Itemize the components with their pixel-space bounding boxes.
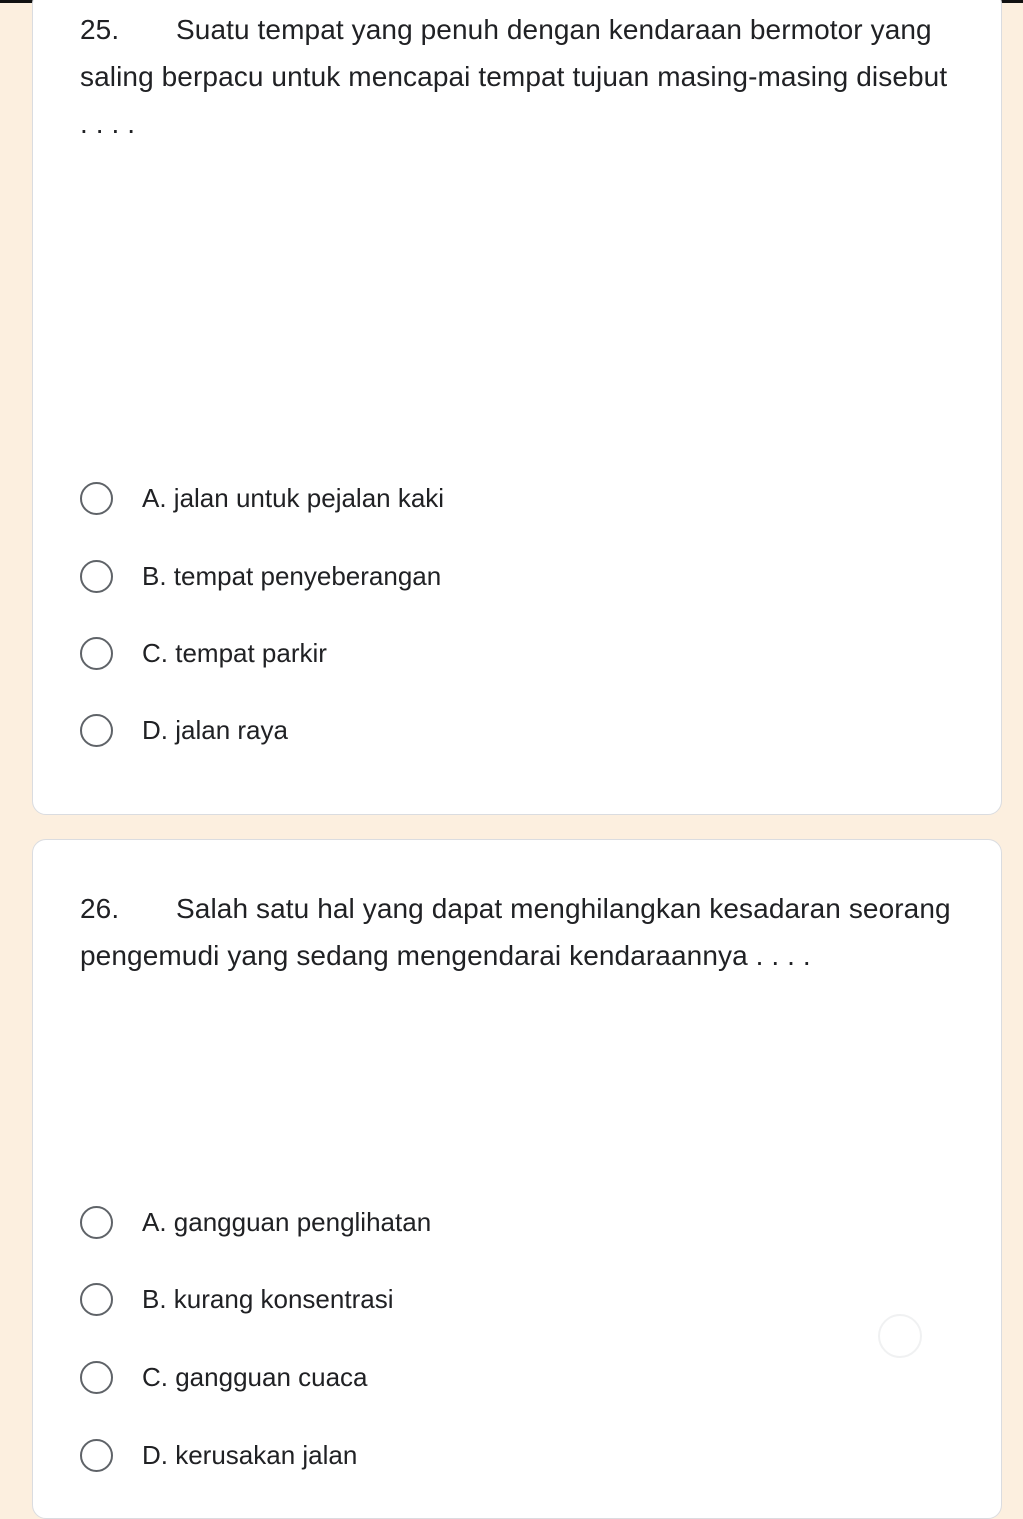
question-card-26 [32, 839, 1002, 1519]
radio-circle-icon[interactable] [80, 482, 113, 515]
radio-circle-icon[interactable] [80, 1361, 113, 1394]
option-label: C. tempat parkir [142, 638, 327, 668]
question-card-25 [32, 0, 1002, 815]
question-text [80, 6, 960, 147]
radio-circle-icon[interactable] [80, 1206, 113, 1239]
radio-circle-icon[interactable] [80, 1283, 113, 1316]
radio-circle-icon[interactable] [80, 637, 113, 670]
question-number: 26. [80, 893, 120, 924]
question-text [80, 885, 960, 979]
option-label: A. gangguan penglihatan [142, 1207, 432, 1237]
option-a[interactable] [80, 1202, 431, 1242]
option-label: B. tempat penyeberangan [142, 561, 442, 591]
option-d[interactable] [80, 710, 288, 750]
option-d[interactable] [80, 1435, 357, 1475]
radio-circle-icon[interactable] [80, 560, 113, 593]
option-a[interactable] [80, 478, 444, 518]
option-label: C. gangguan cuaca [142, 1362, 368, 1392]
radio-circle-icon[interactable] [80, 1439, 113, 1472]
option-label: B. kurang konsentrasi [142, 1284, 394, 1314]
option-label: D. kerusakan jalan [142, 1440, 358, 1470]
option-c[interactable] [80, 1357, 368, 1397]
option-b[interactable] [80, 556, 441, 596]
question-number: 25. [80, 14, 120, 45]
option-c[interactable] [80, 633, 327, 673]
option-b[interactable] [80, 1279, 393, 1319]
option-label: A. jalan untuk pejalan kaki [142, 483, 445, 513]
faint-circle-icon [878, 1314, 922, 1358]
radio-circle-icon[interactable] [80, 714, 113, 747]
question-body: Salah satu hal yang dapat menghilangkan kesadaran seorang pengemudi yang sedang mengendarai kendaraannya . . . . [80, 893, 951, 971]
option-label: D. jalan raya [142, 715, 288, 745]
question-body: Suatu tempat yang penuh dengan kendaraan bermotor yang saling berpacu untuk mencapai tempat tujuan masing-masing disebut . . . . [80, 14, 948, 139]
